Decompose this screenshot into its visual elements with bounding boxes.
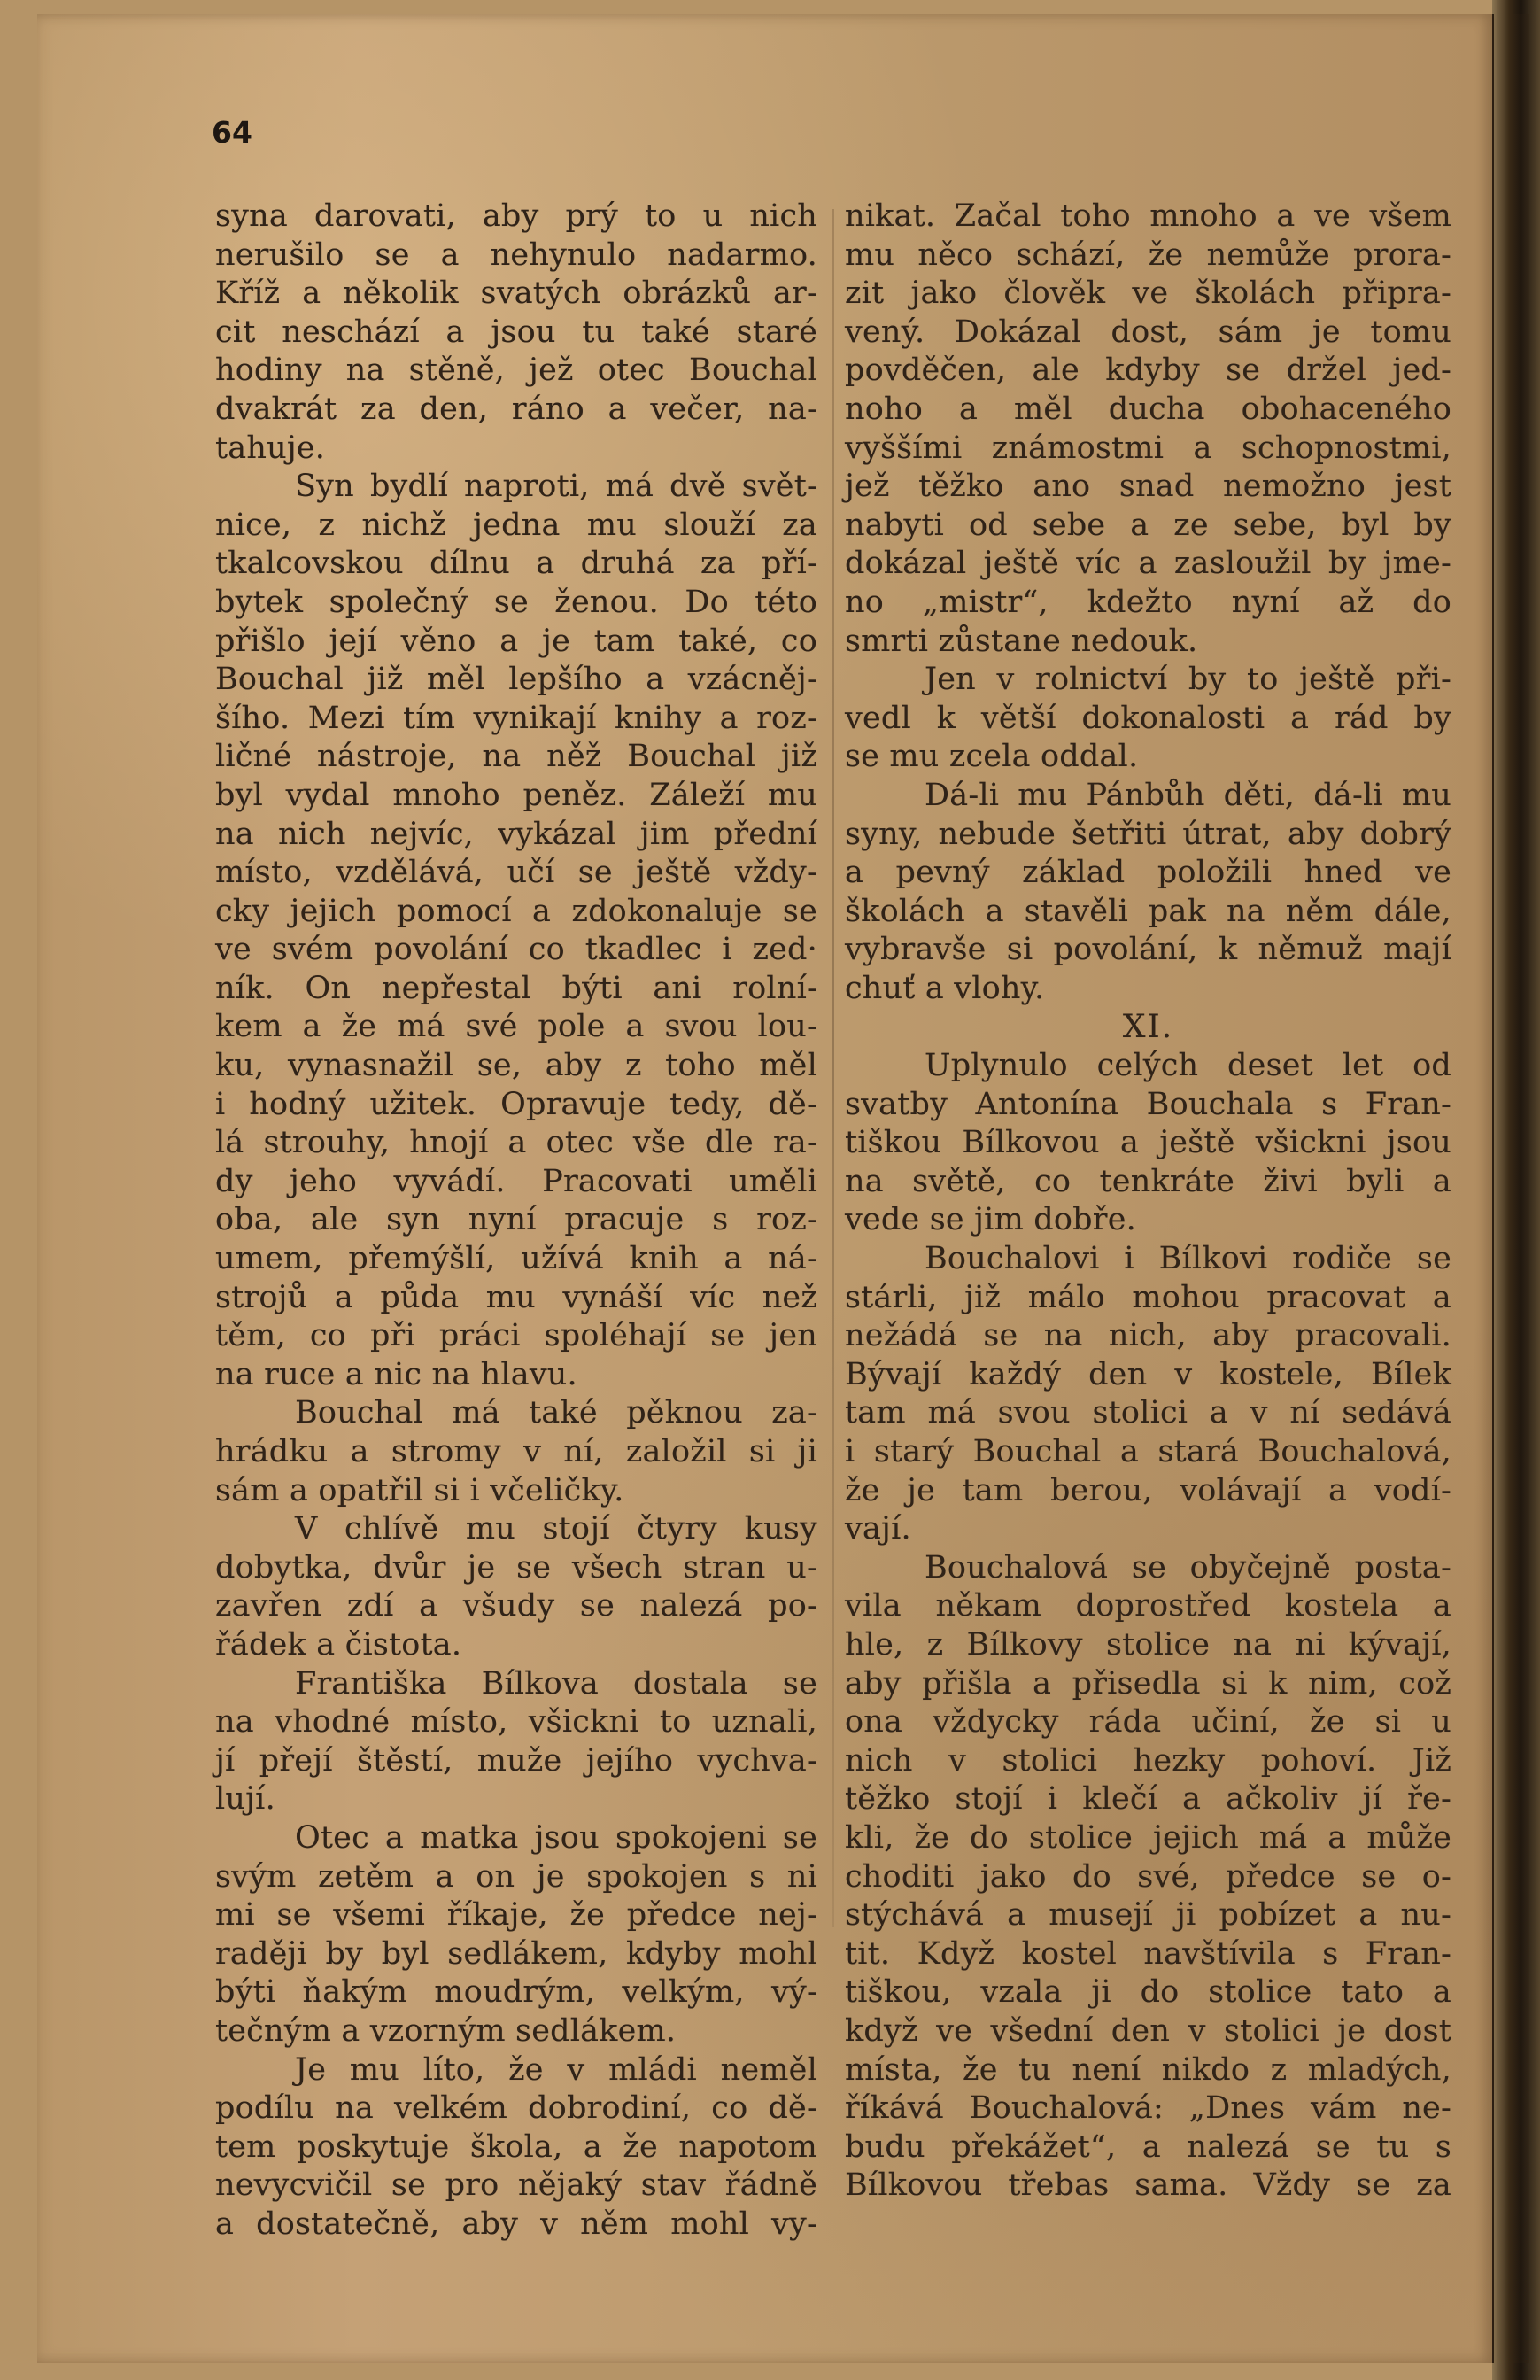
paragraph-first-line: Jen v rolnictví by to ještě při- [925,662,1451,698]
text-line: ona vždycky ráda učiní, že si u [845,1704,1451,1740]
text-line: nevycvičil se pro nějaký stav řádně [215,2167,817,2204]
text-line: smrti zůstane nedouk. [845,623,1198,659]
text-line: že je tam berou, volávají a vodí- [845,1472,1451,1508]
text-line: když ve všední den v stolici je dost [845,2012,1451,2049]
text-line: zit jako člověk ve školách připra- [845,275,1451,312]
text-line: se mu zcela oddal. [845,739,1139,775]
text-line: dvakrát za den, ráno a večer, na- [215,391,817,427]
paragraph-first-line: Syn bydlí naproti, má dvě svět- [295,469,817,505]
text-line: tkalcovskou dílnu a druhá za pří- [215,546,817,582]
text-line: ličné nástroje, na něž Bouchal již [215,739,817,775]
text-line: tem poskytuje škola, a že napotom [215,2128,817,2165]
text-line: na světě, co tenkráte živi byli a [845,1163,1451,1199]
text-line: na ruce a nic na hlavu. [215,1356,577,1392]
text-line: zavřen zdí a všudy se nalezá po- [215,1588,817,1624]
text-line: bytek společný se ženou. Do této [215,584,817,620]
text-line: jí přejí štěstí, muže jejího vychva- [215,1742,817,1779]
text-line: šího. Mezi tím vynikají knihy a roz- [215,700,817,736]
chapter-heading: XI. [1122,1009,1174,1046]
text-line: říkává Bouchalová: „Dnes vám ne- [845,2090,1451,2127]
text-line: mu něco schází, že nemůže prora- [845,236,1451,273]
paragraph-first-line: Františka Bílkova dostala se [295,1665,817,1702]
text-line: ku, vynasnažil se, aby z toho měl [215,1048,817,1084]
text-line: svým zetěm a on je spokojen s ni [215,1858,817,1895]
text-line: místa, že tu není nikdo z mladých, [845,2051,1451,2088]
text-line: chuť a vlohy. [845,970,1045,1006]
text-line: aby přišla a přisedla si k nim, což [845,1665,1451,1702]
text-line: Bouchal již měl lepšího a vzácněj- [215,662,817,698]
text-line: cit neschází a jsou tu také staré [215,314,817,350]
paragraph-first-line: Bouchalovi i Bílkovi rodiče se [925,1241,1451,1277]
text-line: Bývají každý den v kostele, Bílek [845,1356,1451,1392]
text-line: přišlo její věno a je tam také, co [215,623,817,659]
text-line: nich v stolici hezky pohoví. Již [845,1742,1451,1779]
text-line: na nich nejvíc, vykázal jim přední [215,816,817,852]
text-line: kli, že do stolice jejich má a může [845,1819,1451,1856]
left-text-column [215,198,817,2244]
text-line: a dostatečně, aby v něm mohl vy- [215,2206,817,2242]
text-line: umem, přemýšlí, užívá knih a ná- [215,1241,817,1277]
text-line: dokázal ještě víc a zasloužil by jme- [845,546,1451,582]
text-line: noho a měl ducha obohaceného [845,391,1451,427]
book-page [37,14,1494,2363]
text-line: Kříž a několik svatých obrázků ar- [215,275,817,312]
paragraph-first-line: Bouchal má také pěknou za- [295,1395,817,1431]
text-line: na vhodné místo, všickni to uznali, [215,1704,817,1740]
text-line: mi se všemi říkaje, že předce nej- [215,1897,817,1934]
text-line: budu překážet“, a nalezá se tu s [845,2128,1451,2165]
text-line: stýchává a musejí ji pobízet a nu- [845,1897,1451,1934]
text-line: vila někam doprostřed kostela a [845,1588,1451,1624]
text-line: jež těžko ano snad nemožno jest [845,469,1451,505]
text-line: povděčen, ale kdyby se držel jed- [845,353,1451,389]
text-line: školách a stavěli pak na něm dále, [845,893,1451,929]
text-line: vedl k větší dokonalosti a rád by [845,700,1451,736]
text-line: Bílkovou třebas sama. Vždy se za [845,2167,1451,2204]
text-line: strojů a půda mu vynáší víc než [215,1279,817,1315]
text-line: podílu na velkém dobrodiní, co dě- [215,2090,817,2127]
page-fold-shadow [1513,14,1529,2363]
paragraph-first-line: V chlívě mu stojí čtyry kusy [295,1511,817,1547]
text-line: nabyti od sebe a ze sebe, byl by [845,507,1451,543]
text-line: byl vydal mnoho peněz. Záleží mu [215,777,817,813]
text-line: hrádku a stromy v ní, založil si ji [215,1434,817,1469]
text-line: hle, z Bílkovy stolice na ni kývají, [845,1626,1451,1663]
text-line: vají. [845,1511,911,1547]
text-line: cky jejich pomocí a zdokonaluje se [215,893,817,929]
text-line: svatby Antonína Bouchala s Fran- [845,1086,1451,1122]
text-line: dobytka, dvůr je se všech stran u- [215,1549,817,1585]
text-line: těžko stojí i klečí a ačkoliv jí ře- [845,1781,1451,1818]
text-line: vede se jim dobře. [845,1202,1136,1238]
text-line: tiškou, vzala ji do stolice tato a [845,1974,1451,2011]
text-line: nežádá se na nich, aby pracovali. [845,1318,1451,1354]
text-line: kem a že má své pole a svou lou- [215,1009,817,1045]
text-line: ve svém povolání co tkadlec i zed· [215,932,817,968]
paragraph-first-line: Je mu líto, že v mládi neměl [295,2051,817,2088]
text-line: i starý Bouchal a stará Bouchalová, [845,1434,1451,1469]
text-line: no „mistr“, kdežto nyní až do [845,584,1451,620]
text-line: tahuje. [215,430,326,466]
text-line: tam má svou stolici a v ní sedává [845,1395,1451,1431]
text-line: choditi jako do své, předce se o- [845,1858,1451,1895]
text-line: syny, nebude šetřiti útrat, aby dobrý [845,816,1451,852]
text-line: hodiny na stěně, jež otec Bouchal [215,353,817,389]
text-line: ník. On nepřestal býti ani rolní- [215,970,817,1006]
paragraph-first-line: Otec a matka jsou spokojeni se [295,1819,817,1856]
text-line: řádek a čistota. [215,1626,462,1663]
text-line: vybravše si povolání, k němuž mají [845,932,1451,968]
text-line: těm, co při práci spoléhají se jen [215,1318,817,1354]
text-line: vyššími známostmi a schopnostmi, [845,430,1451,466]
text-line: sám a opatřil si i včeličky. [215,1472,624,1508]
paragraph-first-line: Bouchalová se obyčejně posta- [925,1549,1451,1585]
text-line: tiškou Bílkovou a ještě všickni jsou [845,1125,1451,1161]
text-line: oba, ale syn nyní pracuje s roz- [215,1202,817,1238]
text-line: a pevný základ položili hned ve [845,855,1451,891]
right-text-column [845,198,1451,2206]
text-line: místo, vzdělává, učí se ještě vždy- [215,855,817,891]
text-line: nice, z nichž jedna mu slouží za [215,507,817,543]
column-gutter-shadow [832,209,834,1927]
text-line: nikat. Začal toho mnoho a ve všem [845,198,1451,234]
text-line: syna darovati, aby prý to u nich [215,198,817,234]
text-line: lá strouhy, hnojí a otec vše dle ra- [215,1125,817,1161]
text-line: tit. Když kostel navštívila s Fran- [845,1935,1451,1972]
paragraph-first-line: Uplynulo celých deset let od [925,1048,1451,1084]
text-line: býti ňakým moudrým, velkým, vý- [215,1974,817,2011]
text-line: tečným a vzorným sedlákem. [215,2012,677,2049]
text-line: stárli, již málo mohou pracovat a [845,1279,1451,1315]
text-line: i hodný užitek. Opravuje tedy, dě- [215,1086,817,1122]
paragraph-first-line: Dá-li mu Pánbůh děti, dá-li mu [925,777,1451,813]
text-line: raději by byl sedlákem, kdyby mohl [215,1935,817,1972]
text-line: nerušilo se a nehynulo nadarmo. [215,236,817,273]
text-line: dy jeho vyvádí. Pracovati uměli [215,1163,817,1199]
text-line: vený. Dokázal dost, sám je tomu [845,314,1451,350]
page-number: 64 [212,115,252,150]
text-line: lují. [215,1781,275,1818]
